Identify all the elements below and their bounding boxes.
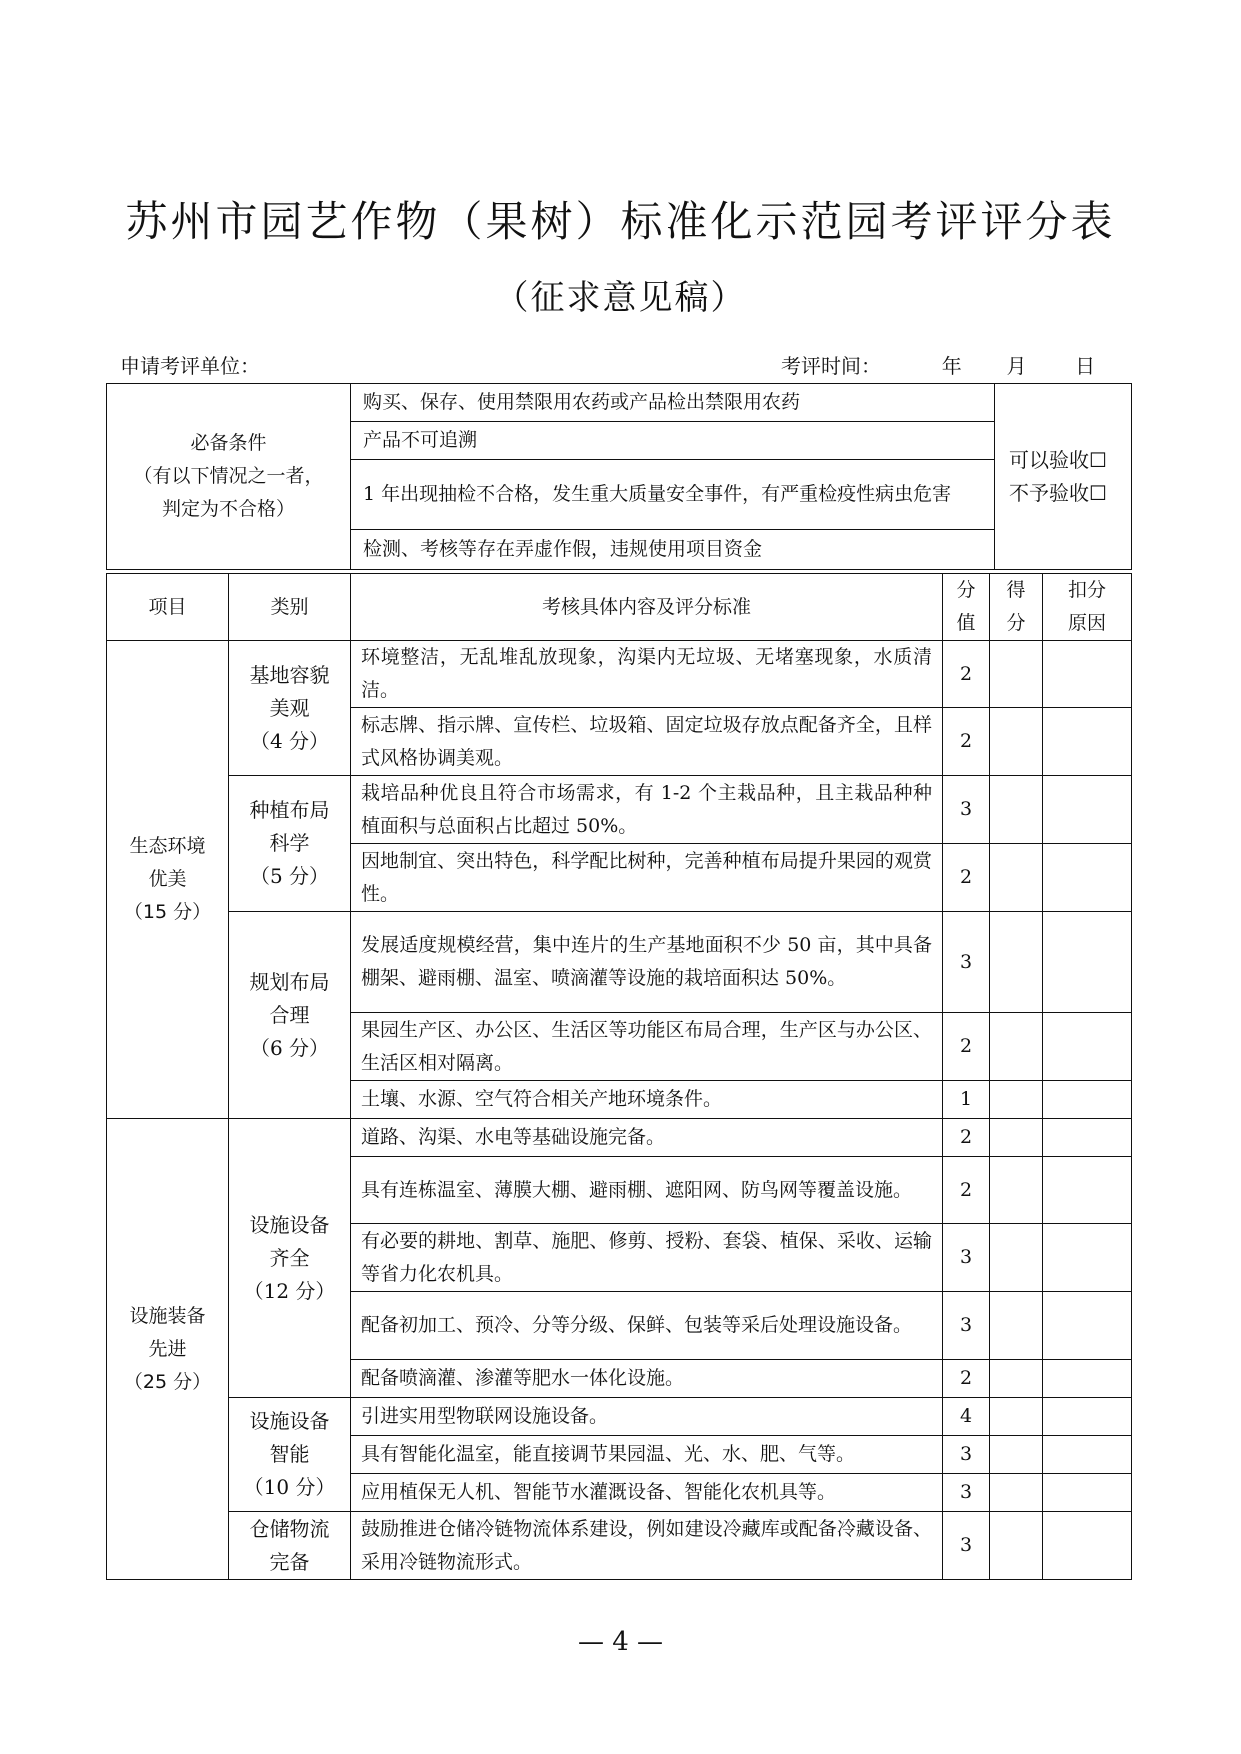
table-header-row: [107, 574, 1132, 641]
points-got-cell[interactable]: [990, 708, 1043, 776]
evaluation-time-field: [781, 352, 1095, 380]
applicant-unit-label: 申请考评单位：: [120, 354, 260, 378]
criterion-score: 4: [943, 1398, 990, 1436]
criterion-text: 应用植保无人机、智能节水灌溉设备、智能化农机具等。: [351, 1474, 943, 1512]
evaluation-time-label: 考评时间：: [781, 354, 881, 378]
year-label: 年: [941, 354, 962, 378]
points-got-cell[interactable]: [990, 1013, 1043, 1081]
criterion-text: 发展适度规模经营，集中连片的生产基地面积不少 50 亩，其中具备棚架、避雨棚、温室、喷滴灌等设施的栽培面积达 50%。: [351, 912, 943, 1013]
criterion-text: 道路、沟渠、水电等基础设施完备。: [351, 1119, 943, 1157]
required-condition: 购买、保存、使用禁限用农药或产品检出禁限用农药: [351, 384, 995, 422]
criterion-score: 1: [943, 1081, 990, 1119]
category-cell: [229, 1512, 351, 1580]
header-score-line: 值: [956, 612, 976, 634]
deduction-reason-cell[interactable]: [1043, 641, 1132, 708]
table-row: [107, 1119, 1132, 1157]
criterion-score: 2: [943, 844, 990, 912]
criterion-text: 有必要的耕地、割草、施肥、修剪、授粉、套袋、植保、采收、运输等省力化农机具。: [351, 1224, 943, 1292]
category-line: 美观: [269, 695, 310, 720]
table-row: [107, 776, 1132, 844]
criterion-score: 2: [943, 1013, 990, 1081]
deduction-reason-cell[interactable]: [1043, 1224, 1132, 1292]
month-label: 月: [1006, 354, 1027, 378]
header-score: [943, 574, 990, 641]
points-got-cell[interactable]: [990, 912, 1043, 1013]
project-line: 设施装备: [129, 1304, 206, 1327]
points-got-cell[interactable]: [990, 1157, 1043, 1224]
criterion-score: 3: [943, 1512, 990, 1580]
required-label-line: （有以下情况之一者，: [133, 465, 324, 487]
deduction-reason-cell[interactable]: [1043, 776, 1132, 844]
header-reason-line: 扣分: [1067, 579, 1106, 601]
header-reason-line: 原因: [1067, 612, 1106, 634]
header-category: 类别: [229, 574, 351, 641]
points-got-cell[interactable]: [990, 1512, 1043, 1580]
reject-checkbox[interactable]: 不予验收☐: [1009, 480, 1107, 505]
criterion-score: 3: [943, 1292, 990, 1360]
deduction-reason-cell[interactable]: [1043, 1081, 1132, 1119]
criterion-score: 3: [943, 1436, 990, 1474]
criterion-score: 2: [943, 641, 990, 708]
project-cell: [107, 641, 229, 1119]
criterion-text: 土壤、水源、空气符合相关产地环境条件。: [351, 1081, 943, 1119]
category-line: 规划布局: [249, 969, 330, 994]
header-points-got: [990, 574, 1043, 641]
project-cell: [107, 1119, 229, 1580]
criterion-score: 3: [943, 1474, 990, 1512]
deduction-reason-cell[interactable]: [1043, 1360, 1132, 1398]
criterion-text: 引进实用型物联网设施设备。: [351, 1398, 943, 1436]
points-got-cell[interactable]: [990, 1436, 1043, 1474]
deduction-reason-cell[interactable]: [1043, 1013, 1132, 1081]
points-got-cell[interactable]: [990, 641, 1043, 708]
criterion-score: 3: [943, 776, 990, 844]
project-line: 优美: [148, 868, 187, 890]
document-title: 苏州市园艺作物（果树）标准化示范园考评评分表: [125, 197, 1116, 246]
criterion-text: 环境整洁，无乱堆乱放现象，沟渠内无垃圾、无堵塞现象，水质清洁。: [351, 641, 943, 708]
category-line: 基地容貌: [249, 662, 330, 687]
category-line: 设施设备: [249, 1212, 330, 1237]
required-conditions-label: [107, 384, 351, 570]
criterion-text: 栽培品种优良且符合市场需求，有 1-2 个主栽品种，且主栽品种种植面积与总面积占比超过 50%。: [351, 776, 943, 844]
category-line: （4 分）: [249, 728, 330, 753]
category-line: 智能: [269, 1442, 310, 1466]
criterion-score: 2: [943, 1360, 990, 1398]
category-line: （12 分）: [243, 1278, 336, 1303]
points-got-cell[interactable]: [990, 1081, 1043, 1119]
required-condition: 检测、考核等存在弄虚作假，违规使用项目资金: [351, 530, 995, 570]
deduction-reason-cell[interactable]: [1043, 1398, 1132, 1436]
deduction-reason-cell[interactable]: [1043, 1157, 1132, 1224]
table-row: [107, 912, 1132, 1013]
deduction-reason-cell[interactable]: [1043, 708, 1132, 776]
category-line: （10 分）: [243, 1475, 336, 1499]
category-line: （5 分）: [249, 864, 330, 888]
deduction-reason-cell[interactable]: [1043, 1512, 1132, 1580]
header-deduction-reason: [1043, 574, 1132, 641]
criterion-text: 鼓励推进仓储冷链物流体系建设，例如建设冷藏库或配备冷藏设备、采用冷链物流形式。: [351, 1512, 943, 1580]
project-line: （15 分）: [123, 901, 212, 923]
required-conditions-table: [106, 383, 1132, 570]
category-line: 仓储物流: [249, 1516, 330, 1541]
criterion-text: 配备喷滴灌、渗灌等肥水一体化设施。: [351, 1360, 943, 1398]
criterion-text: 配备初加工、预冷、分等分级、保鲜、包装等采后处理设施设备。: [351, 1292, 943, 1360]
required-condition: 产品不可追溯: [351, 422, 995, 460]
project-line: （25 分）: [123, 1370, 212, 1393]
category-line: 齐全: [269, 1245, 310, 1270]
criterion-score: 2: [943, 1157, 990, 1224]
project-line: 先进: [148, 1337, 187, 1360]
deduction-reason-cell[interactable]: [1043, 912, 1132, 1013]
criterion-text: 果园生产区、办公区、生活区等功能区布局合理，生产区与办公区、生活区相对隔离。: [351, 1013, 943, 1081]
criterion-score: 3: [943, 1224, 990, 1292]
points-got-cell[interactable]: [990, 1119, 1043, 1157]
category-line: 种植布局: [249, 798, 330, 822]
points-got-cell[interactable]: [990, 1360, 1043, 1398]
category-line: 合理: [269, 1002, 310, 1027]
required-label-line: 必备条件: [190, 432, 267, 454]
points-got-cell[interactable]: [990, 1398, 1043, 1436]
header-got-line: 得: [1006, 579, 1026, 601]
deduction-reason-cell[interactable]: [1043, 1474, 1132, 1512]
project-line: 生态环境: [129, 835, 206, 857]
header-got-line: 分: [1006, 612, 1026, 634]
table-row: [107, 1398, 1132, 1436]
page-number: — 4 —: [577, 1627, 664, 1657]
category-line: （6 分）: [249, 1035, 330, 1060]
header-content: 考核具体内容及评分标准: [351, 574, 943, 641]
criterion-text: 因地制宜、突出特色，科学配比树种，完善种植布局提升果园的观赏性。: [351, 844, 943, 912]
required-condition: 1 年出现抽检不合格，发生重大质量安全事件，有严重检疫性病虫危害: [351, 460, 995, 530]
category-cell: [229, 1119, 351, 1398]
header-score-line: 分: [956, 579, 976, 601]
deduction-reason-cell[interactable]: [1043, 844, 1132, 912]
document-subtitle: （征求意见稿）: [494, 278, 747, 318]
points-got-cell[interactable]: [990, 1474, 1043, 1512]
criterion-text: 具有智能化温室，能直接调节果园温、光、水、肥、气等。: [351, 1436, 943, 1474]
criterion-score: 3: [943, 912, 990, 1013]
deduction-reason-cell[interactable]: [1043, 1436, 1132, 1474]
criterion-text: 具有连栋温室、薄膜大棚、避雨棚、遮阳网、防鸟网等覆盖设施。: [351, 1157, 943, 1224]
category-line: 完备: [269, 1549, 310, 1574]
table-row: [107, 641, 1132, 708]
points-got-cell[interactable]: [990, 844, 1043, 912]
category-cell: [229, 1398, 351, 1512]
criterion-score: 2: [943, 1119, 990, 1157]
points-got-cell[interactable]: [990, 1224, 1043, 1292]
day-label: 日: [1075, 354, 1096, 378]
criterion-score: 2: [943, 708, 990, 776]
accept-checkbox[interactable]: 可以验收☐: [1009, 447, 1107, 472]
deduction-reason-cell[interactable]: [1043, 1292, 1132, 1360]
category-cell: [229, 776, 351, 912]
required-label-line: 判定为不合格）: [161, 498, 295, 520]
header-project: 项目: [107, 574, 229, 641]
deduction-reason-cell[interactable]: [1043, 1119, 1132, 1157]
category-line: 科学: [269, 831, 310, 855]
criterion-text: 标志牌、指示牌、宣传栏、垃圾箱、固定垃圾存放点配备齐全，且样式风格协调美观。: [351, 708, 943, 776]
table-row: [107, 1512, 1132, 1580]
category-line: 设施设备: [249, 1409, 330, 1433]
category-cell: [229, 641, 351, 776]
points-got-cell[interactable]: [990, 1292, 1043, 1360]
acceptance-options: [995, 384, 1132, 570]
scoring-table: [106, 573, 1132, 1580]
points-got-cell[interactable]: [990, 776, 1043, 844]
category-cell: [229, 912, 351, 1119]
